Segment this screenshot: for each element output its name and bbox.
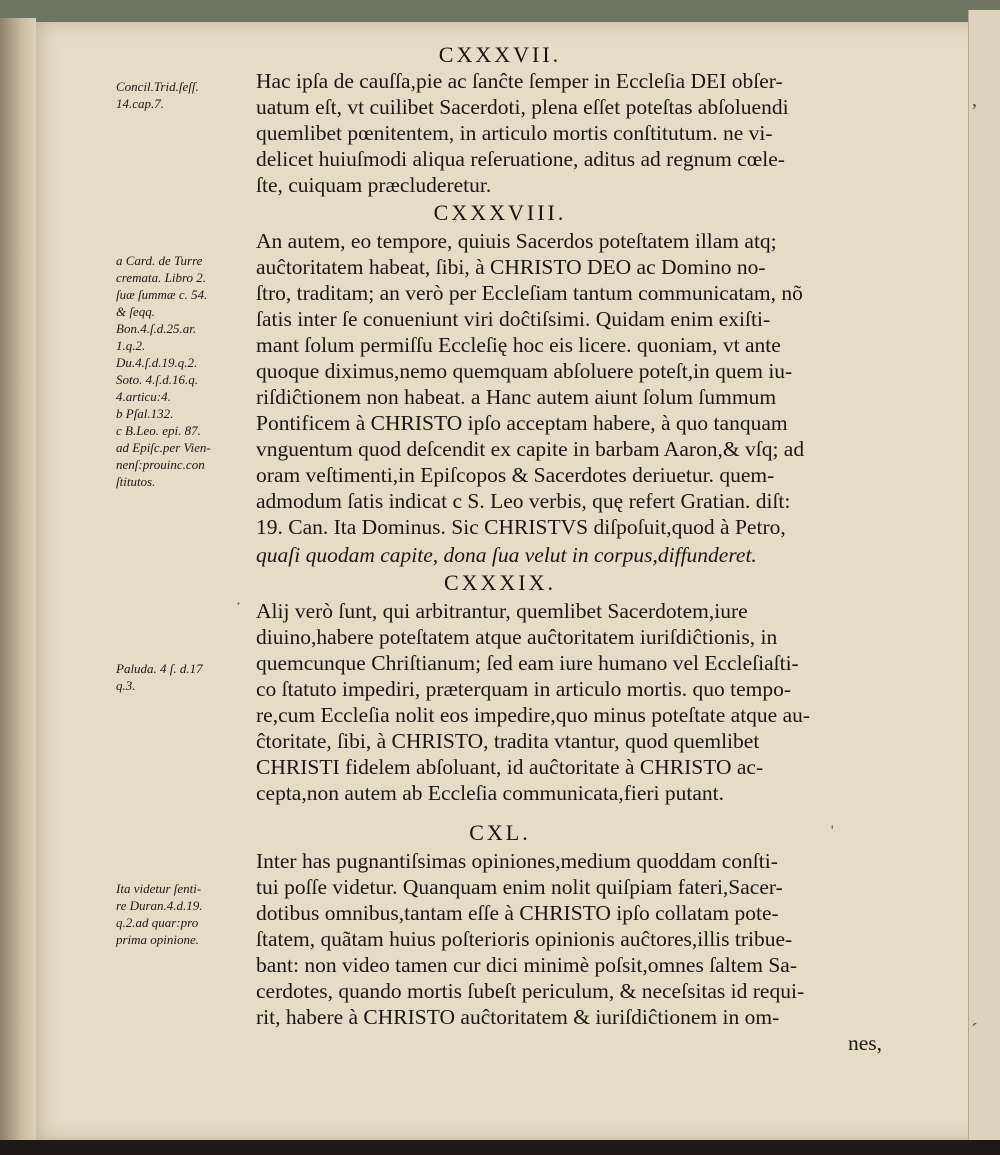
text-line: dotibus omnibus,tantam eſſe à CHRISTO ipſo collatam pote-: [256, 901, 779, 925]
cover-edge: [0, 0, 1000, 22]
margin-note-line: ſuæ ſummæ c. 54.: [116, 287, 208, 302]
margin-note-line: re Duran.4.d.19.: [116, 898, 203, 913]
margin-note-line: prima opinione.: [116, 932, 200, 947]
margin-note-line: c B.Leo. epi. 87.: [116, 423, 201, 438]
margin-note: [116, 78, 256, 112]
margin-note-line: nenſ:prouinc.con: [116, 457, 205, 472]
margin-note-line: 1.q.2.: [116, 338, 146, 353]
text-line: tui poſſe videtur. Quanquam enim nolit quiſpiam fateri,Sacer-: [256, 875, 783, 899]
margin-note-line: q.2.ad quar:pro: [116, 915, 199, 930]
text-line: quemlibet pœnitentem, in articulo mortis conſtitutum. ne vi-: [256, 121, 773, 145]
ink-speck: ·: [236, 594, 242, 613]
text-line: admodum ſatis indicat c S. Leo verbis, quę refert Gratian. diſt:: [256, 489, 791, 513]
text-line: 19. Can. Ita Dominus. Sic CHRISTVS diſpoſuit,quod à Petro,: [256, 515, 786, 539]
text-line: vnguentum quod deſcendit ex capite in barbam Aaron,& vſq; ad: [256, 437, 805, 461]
margin-note: [116, 660, 256, 694]
section-heading: CXXXVIII.: [433, 200, 567, 225]
margin-note-line: q.3.: [116, 678, 136, 693]
text-line: re,cum Eccleſia nolit eos impedire,quo minus poteſtate atque au-: [256, 703, 811, 727]
bottom-edge: [0, 1140, 1000, 1155]
margin-note-line: Ita videtur ſenti-: [116, 881, 202, 896]
text-line: cerdotes, quando mortis ſubeſt periculum, & neceſsitas id requi-: [256, 979, 805, 1003]
text-line: CHRISTI fidelem abſoluant, id auĉtoritate à CHRISTO ac-: [256, 755, 764, 779]
text-line: ſtro, traditam; an verò per Eccleſiam tantum communicatam, nõ: [256, 281, 803, 305]
text-line: ſatis inter ſe conueniunt viri doĉtiſsimi. Quidam enim exiſti-: [256, 307, 771, 331]
facing-page-edge: ’ ´: [968, 10, 1000, 1140]
text-line: Inter has pugnantiſsimas opiniones,medium quoddam conſti-: [256, 849, 778, 873]
text-line: rit, habere à CHRISTO auĉtoritatem & iuriſdiĉtionem in om-: [256, 1005, 780, 1029]
margin-note-line: Concil.Trid.ſeſſ.: [116, 79, 199, 94]
text-line: ſte, cuiquam præcluderetur.: [256, 173, 492, 197]
ink-speck: ˌ: [830, 812, 835, 831]
margin-note-line: Du.4.ſ.d.19.q.2.: [116, 355, 198, 370]
margin-note-line: ſtitutos.: [116, 474, 156, 489]
text-line: quaſi quodam capite, dona ſua velut in corpus,diffunderet.: [256, 543, 757, 567]
text-line: An autem, eo tempore, quiuis Sacerdos poteſtatem illam atq;: [256, 229, 777, 253]
text-line: riſdiĉtionem non habeat. a Hanc autem aiunt ſolum ſummum: [256, 385, 777, 409]
text-line: ĉtoritate, ſibi, à CHRISTO, tradita vtantur, quod quemlibet: [256, 729, 760, 753]
text-line: mant ſolum permiſſu Eccleſię hoc eis licere. quoniam, vt ante: [256, 333, 781, 357]
section-heading: CXXXVII.: [438, 42, 562, 67]
margin-note-line: b Pſal.132.: [116, 406, 174, 421]
section-heading: CXXXIX.: [443, 570, 557, 595]
text-line: quemcunque Chriſtianum; ſed eam iure humano vel Eccleſiaſti-: [256, 651, 799, 675]
text-line: bant: non video tamen cur dici minimè poſsit,omnes ſaltem Sa-: [256, 953, 797, 977]
text-line: oram veſtimenti,in Epiſcopos & Sacerdotes deriuetur. quem-: [256, 463, 775, 487]
margin-note-line: Bon.4.ſ.d.25.ar.: [116, 321, 197, 336]
text-line: co ſtatuto impediri, præterquam in articulo mortis. quo tempo-: [256, 677, 792, 701]
section-heading: CXL.: [469, 820, 531, 845]
margin-note: [116, 252, 256, 490]
text-line: Alij verò ſunt, qui arbitrantur, quemlibet Sacerdotem,iure: [256, 599, 748, 623]
margin-note-line: a Card. de Turre: [116, 253, 203, 268]
text-line: delicet huiuſmodi aliqua reſeruatione, aditus ad regnum cœle-: [256, 147, 785, 171]
margin-note: [116, 880, 256, 948]
margin-note-line: 14.cap.7.: [116, 96, 165, 111]
margin-note-line: Soto. 4.ſ.d.16.q.: [116, 372, 198, 387]
text-line: Hac ipſa de cauſſa,pie ac ſanĉte ſemper in Eccleſia DEI obſer-: [256, 69, 783, 93]
text-line: quoque diximus,nemo quemquam abſoluere poteſt,in quem iu-: [256, 359, 793, 383]
margin-note-line: Paluda. 4 ſ. d.17: [116, 661, 203, 676]
margin-note-line: ad Epiſc.per Vien-: [116, 440, 211, 455]
text-line: auĉtoritatem habeat, ſibi, à CHRISTO DEO ac Domino no-: [256, 255, 766, 279]
text-line: uatum eſt, vt cuilibet Sacerdoti, plena eſſet poteſtas abſoluendi: [256, 95, 789, 119]
margin-note-line: 4.articu:4.: [116, 389, 171, 404]
text-line: diuino,habere poteſtatem atque auĉtoritatem iuriſdiĉtionis, in: [256, 625, 778, 649]
text-line: Pontificem à CHRISTO ipſo acceptam habere, à quo tanquam: [256, 411, 788, 435]
text-line: cepta,non autem ab Eccleſia communicata,fieri putant.: [256, 781, 725, 805]
margin-note-line: & ſeqq.: [116, 304, 155, 319]
text-line: ſtatem, quãtam huius poſterioris opinionis auĉtores,illis tribue-: [256, 927, 793, 951]
margin-note-line: cremata. Libro 2.: [116, 270, 207, 285]
catchword: nes,: [848, 1031, 883, 1055]
